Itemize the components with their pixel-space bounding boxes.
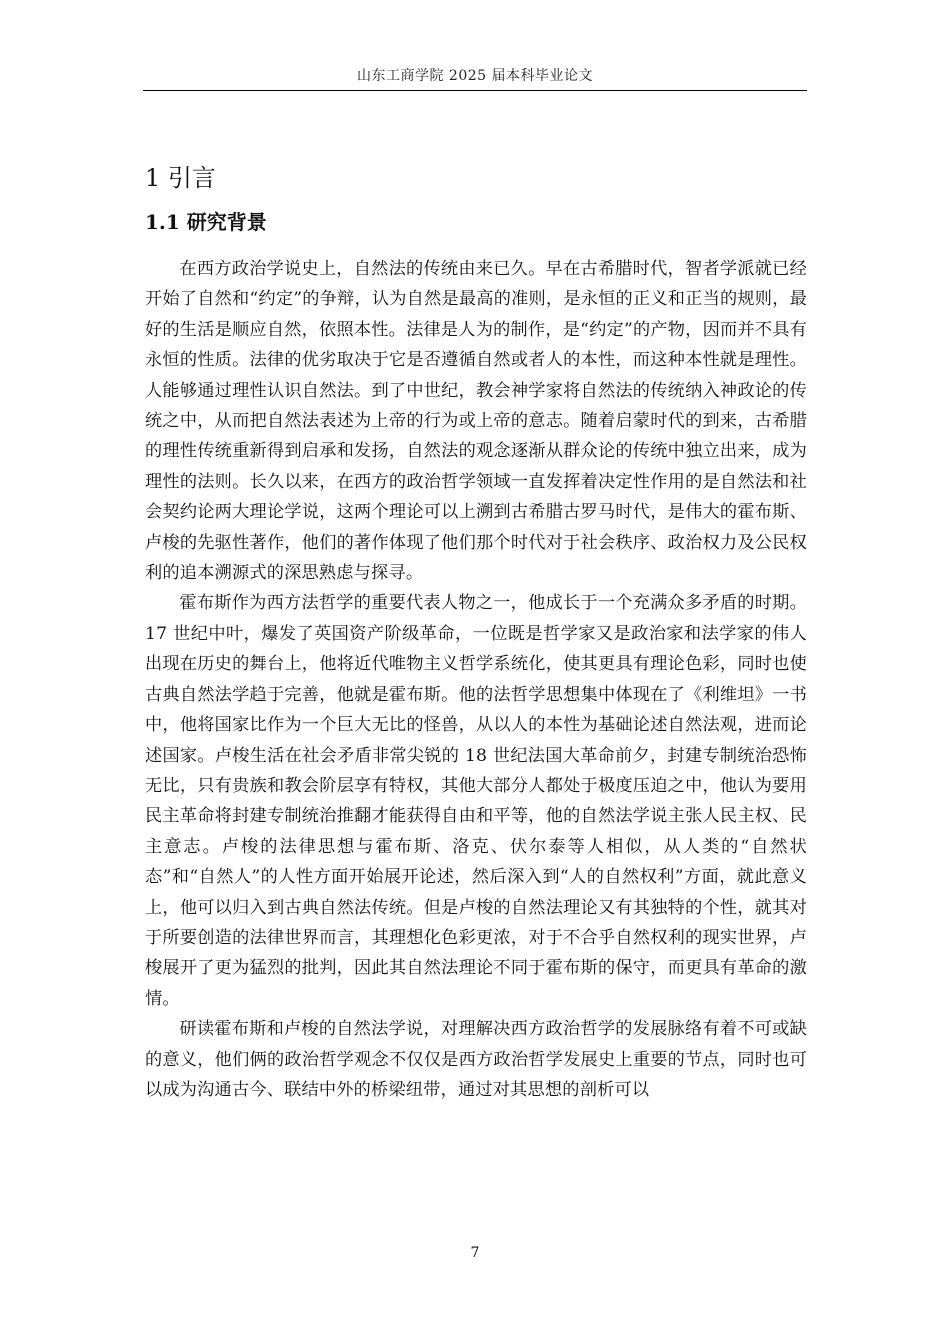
paragraph: 在西方政治学说史上，自然法的传统由来已久。早在古希腊时代，智者学派就已经开始了自然和“约定”的争辩，认为自然是最高的准则，是永恒的正义和正当的规则，最好的生活是顺应自然，依照本性。法律是人为的制作，是“约定”的产物，因而并不具有永恒的性质。法律的优劣取决于它是否遵循自然或者人的本性，而这种本性就是理性。人能够通过理性认识自然法。到了中世纪，教会神学家将自然法的传统纳入神政论的传统之中，从而把自然法表述为上帝的行为或上帝的意志。随着启蒙时代的到来，古希腊的理性传统重新得到启承和发扬，自然法的观念逐渐从群众论的传统中独立出来，成为理性的法则。长久以来，在西方的政治哲学领域一直发挥着决定性作用的是自然法和社会契约论两大理论学说，这两个理论可以上溯到古希腊古罗马时代，是伟大的霍布斯、卢梭的先驱性著作，他们的著作体现了他们那个时代对于社会秩序、政治权力及公民权利的追本溯源式的深思熟虑与探寻。 [145, 259, 807, 584]
paragraph: 霍布斯作为西方法哲学的重要代表人物之一，他成长于一个充满众多矛盾的时期。17 世纪中叶，爆发了英国资产阶级革命，一位既是哲学家又是政治家和法学家的伟人出现在历史的舞台上，他将近代唯物主义哲学系统化，使其更具有理论色彩，同时也使古典自然法学趋于完善，他就是霍布斯。他的法哲学思想集中体现在了《利维坦》一书中，他将国家比作为一个巨大无比的怪兽，从以人的本性为基础论述自然法观，进而论述国家。卢梭生活在社会矛盾非常尖锐的 18 世纪法国大革命前夕，封建专制统治恐怖无比，只有贵族和教会阶层享有特权，其他大部分人都处于极度压迫之中，他认为要用民主革命将封建专制统治推翻才能获得自由和平等，他的自然法学说主张人民主权、民主意志。卢梭的法律思想与霍布斯、洛克、伏尔泰等人相似，从人类的“自然状态”和“自然人”的人性方面开始展开论述，然后深入到“人的自然权利”方面，就此意义上，他可以归入到古典自然法传统。但是卢梭的自然法理论又有其独特的个性，就其对于所要创造的法律世界而言，其理想化色彩更浓，对于不合乎自然权利的现实世界，卢梭展开了更为猛烈的批判，因此其自然法理论不同于霍布斯的保守，而更具有革命的激情。 [145, 593, 807, 1009]
page-number: 7 [470, 1245, 480, 1261]
chapter-title: 1 引言 [145, 164, 216, 192]
body-text [145, 254, 807, 1105]
running-header: 山东工商学院 2025 届本科毕业论文 [356, 68, 594, 84]
header-divider [143, 90, 807, 91]
section-title: 1.1 研究背景 [145, 210, 267, 234]
paragraph: 研读霍布斯和卢梭的自然法学说，对理解决西方政治哲学的发展脉络有着不可或缺的意义，他们俩的政治哲学观念不仅仅是西方政治哲学发展史上重要的节点，同时也可以成为沟通古今、联结中外的桥梁纽带，通过对其思想的剖析可以 [145, 1019, 807, 1100]
